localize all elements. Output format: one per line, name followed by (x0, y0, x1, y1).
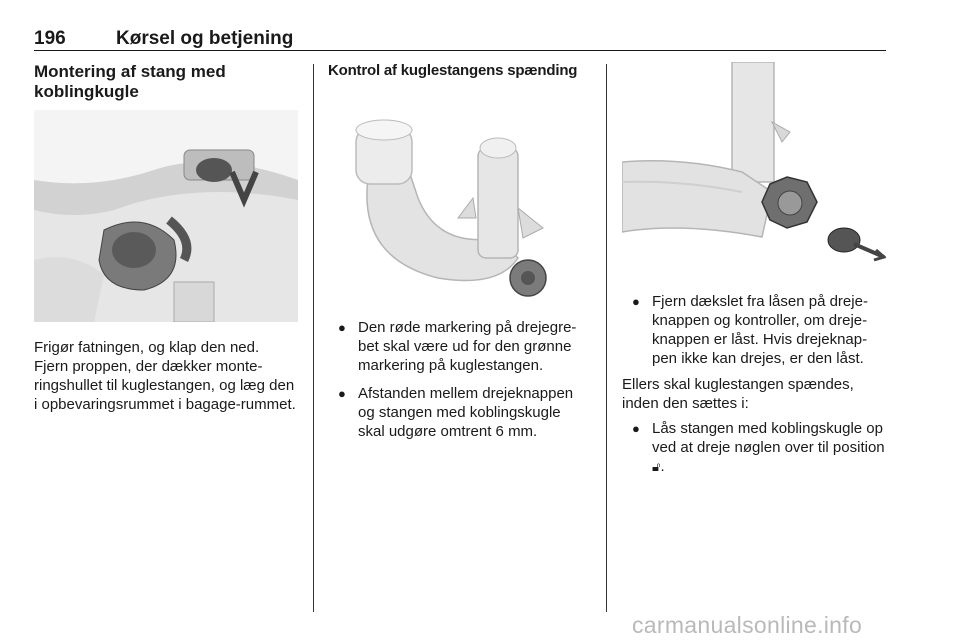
section-heading-mounting: Montering af stang med koblingkugle (34, 62, 226, 101)
bullet-dot: ● (632, 421, 640, 436)
bullet-text: Lås stangen med koblingskugle op ved at dreje nøglen over til position (652, 420, 885, 456)
bullet-text: Den røde markering på drejegre-bet skal være ud for den grønne markering på kuglestangen. (358, 319, 577, 374)
instruction-text-1: Frigør fatningen, og klap den ned. (34, 339, 260, 356)
page-header (34, 26, 886, 51)
page-number: 196 (34, 28, 66, 49)
bullet-text-end: . (660, 458, 665, 475)
figure-socket-under-bumper (34, 110, 298, 322)
column-divider (606, 64, 607, 612)
bullet-item-unlock-key (622, 419, 886, 476)
figure-knob-lock-cover (622, 62, 886, 274)
bullet-dot: ● (632, 294, 640, 309)
bullet-text: Fjern dækslet fra låsen på dreje-knappen og kontroller, om dreje-knappen er låst. Hvis drejeknap-pen ikke kan drejes, er den låst. (652, 293, 868, 367)
instruction-text-tension: Ellers skal kuglestangen spændes, inden den sættes i: (622, 376, 854, 412)
section-heading-tension-check: Kontrol af kuglestangens spænding (328, 62, 578, 79)
bullet-dot: ● (338, 386, 346, 401)
figure-tow-bar-ball (328, 88, 590, 300)
unlock-symbol-icon: 🔓︎ (652, 459, 661, 474)
watermark-text: carmanualsonline.info (632, 612, 863, 638)
instruction-text-2: Fjern proppen, der dækker monte-ringshullet til kuglestangen, og læg den i opbevaringsrummet i bagage-rummet. (34, 358, 296, 413)
bullet-text: Afstanden mellem drejeknappen og stangen med koblingskugle skal udgøre omtrent 6 mm. (358, 385, 574, 440)
column-3 (622, 62, 886, 485)
bullet-item-distance (328, 384, 590, 441)
bullet-item-marking (328, 318, 590, 375)
chapter-title: Kørsel og betjening (116, 28, 294, 49)
column-2 (328, 62, 590, 450)
bullet-item-remove-cover (622, 292, 886, 368)
column-divider (313, 64, 314, 612)
column-1 (34, 62, 298, 414)
bullet-dot: ● (338, 320, 346, 335)
